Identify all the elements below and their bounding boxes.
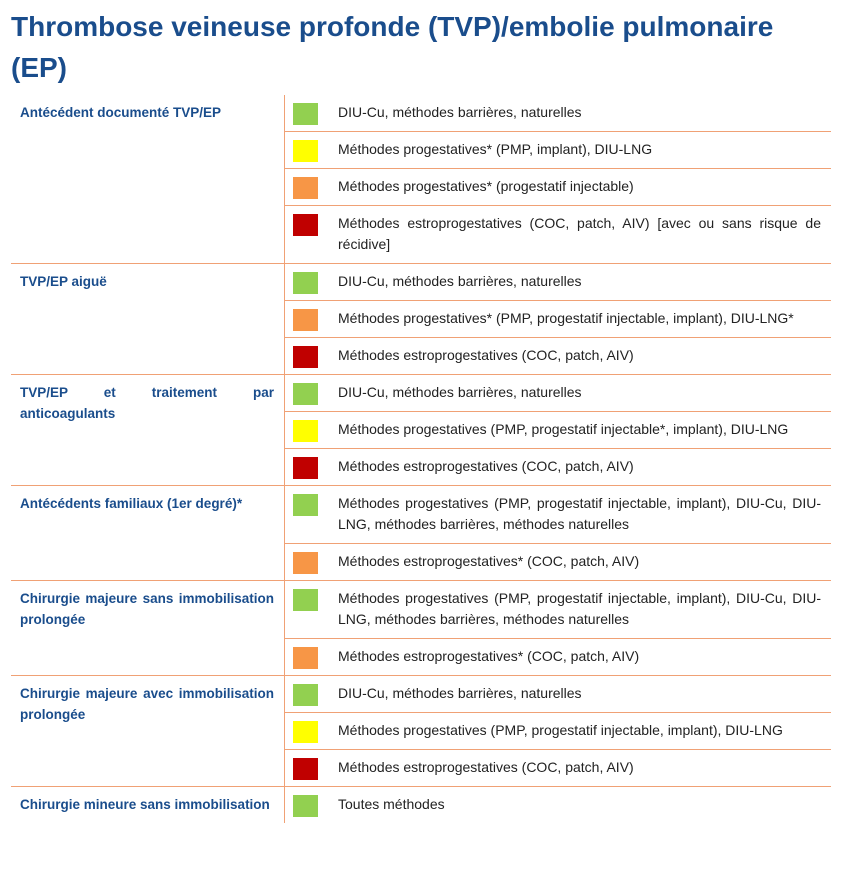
method-row [285, 581, 831, 639]
category-cell [285, 375, 330, 411]
method-text: Méthodes estroprogestatives* (COC, patch, AIV) [338, 648, 640, 664]
method-list [285, 581, 831, 675]
method-row [285, 486, 831, 544]
method-row [285, 639, 831, 675]
category-cell [285, 169, 330, 205]
category-cell [285, 132, 330, 168]
category-cell [285, 264, 330, 300]
category-green-swatch [293, 272, 318, 294]
method-text: Méthodes progestatives (PMP, progestatif injectable, implant), DIU-Cu, DIU-LNG, méthodes barrières, méthodes naturelles [338, 590, 821, 627]
method-row [285, 449, 831, 485]
category-orange-swatch [293, 647, 318, 669]
method-list [285, 264, 831, 374]
method-row [285, 301, 831, 338]
category-orange-swatch [293, 309, 318, 331]
category-cell [285, 750, 330, 786]
condition-group [11, 95, 831, 264]
method-row [285, 206, 831, 263]
recommendation-table [11, 95, 831, 823]
method-text: Méthodes estroprogestatives* (COC, patch, AIV) [338, 553, 640, 569]
condition-group [11, 375, 831, 486]
method-row [285, 264, 831, 301]
condition-label: Chirurgie majeure sans immobilisation prolongée [11, 581, 285, 675]
category-cell [285, 486, 330, 543]
category-cell [285, 639, 330, 675]
method-row [285, 713, 831, 750]
method-row [285, 787, 831, 823]
condition-group [11, 486, 831, 581]
method-list [285, 375, 831, 485]
category-cell [285, 544, 330, 580]
category-orange-swatch [293, 177, 318, 199]
method-text: Méthodes progestatives* (PMP, implant), DIU-LNG [338, 141, 653, 157]
method-row [285, 95, 831, 132]
condition-group [11, 581, 831, 676]
method-text: Méthodes estroprogestatives (COC, patch, AIV) [338, 347, 634, 363]
method-text: Méthodes progestatives* (PMP, progestatif injectable, implant), DIU-LNG* [338, 310, 794, 326]
category-yellow-swatch [293, 140, 318, 162]
method-text: Méthodes progestatives (PMP, progestatif injectable*, implant), DIU-LNG [338, 421, 789, 437]
category-yellow-swatch [293, 420, 318, 442]
category-cell [285, 581, 330, 638]
method-text: Méthodes progestatives* (progestatif injectable) [338, 178, 634, 194]
method-text: DIU-Cu, méthodes barrières, naturelles [338, 384, 582, 400]
method-list [285, 787, 831, 823]
condition-label: Chirurgie mineure sans immobilisation [11, 787, 285, 823]
method-row [285, 750, 831, 786]
category-cell [285, 95, 330, 131]
method-list [285, 486, 831, 580]
method-row [285, 544, 831, 580]
condition-group [11, 676, 831, 787]
category-cell [285, 338, 330, 374]
page-title: Thrombose veineuse profonde (TVP)/embolie pulmonaire (EP) [11, 11, 774, 83]
method-list [285, 676, 831, 786]
method-row [285, 412, 831, 449]
category-red-swatch [293, 758, 318, 780]
condition-label: TVP/EP et traitement par anticoagulants [11, 375, 285, 485]
method-text: Méthodes estroprogestatives (COC, patch, AIV) [338, 458, 634, 474]
method-row [285, 132, 831, 169]
condition-group [11, 787, 831, 823]
method-text: DIU-Cu, méthodes barrières, naturelles [338, 685, 582, 701]
category-cell [285, 676, 330, 712]
category-red-swatch [293, 346, 318, 368]
condition-label: Chirurgie majeure avec immobilisation prolongée [11, 676, 285, 786]
category-cell [285, 412, 330, 448]
method-text: Toutes méthodes [338, 796, 445, 812]
category-cell [285, 787, 330, 823]
category-red-swatch [293, 214, 318, 236]
method-row [285, 676, 831, 713]
method-text: Méthodes progestatives (PMP, progestatif injectable, implant), DIU-LNG [338, 722, 783, 738]
category-green-swatch [293, 494, 318, 516]
category-cell [285, 301, 330, 337]
category-green-swatch [293, 103, 318, 125]
category-green-swatch [293, 795, 318, 817]
condition-label: Antécédents familiaux (1er degré)* [11, 486, 285, 580]
condition-label: TVP/EP aiguë [11, 264, 285, 374]
category-cell [285, 206, 330, 263]
method-text: Méthodes estroprogestatives (COC, patch, AIV) [avec ou sans risque de récidive] [338, 215, 821, 252]
condition-group [11, 264, 831, 375]
category-yellow-swatch [293, 721, 318, 743]
method-text: DIU-Cu, méthodes barrières, naturelles [338, 273, 582, 289]
category-green-swatch [293, 684, 318, 706]
method-text: Méthodes progestatives (PMP, progestatif injectable, implant), DIU-Cu, DIU-LNG, méthodes barrières, méthodes naturelles [338, 495, 821, 532]
method-row [285, 338, 831, 374]
category-cell [285, 713, 330, 749]
category-green-swatch [293, 383, 318, 405]
method-row [285, 169, 831, 206]
method-list [285, 95, 831, 263]
category-cell [285, 449, 330, 485]
category-red-swatch [293, 457, 318, 479]
method-text: Méthodes estroprogestatives (COC, patch, AIV) [338, 759, 634, 775]
method-row [285, 375, 831, 412]
category-orange-swatch [293, 552, 318, 574]
method-text: DIU-Cu, méthodes barrières, naturelles [338, 104, 582, 120]
condition-label: Antécédent documenté TVP/EP [11, 95, 285, 263]
category-green-swatch [293, 589, 318, 611]
